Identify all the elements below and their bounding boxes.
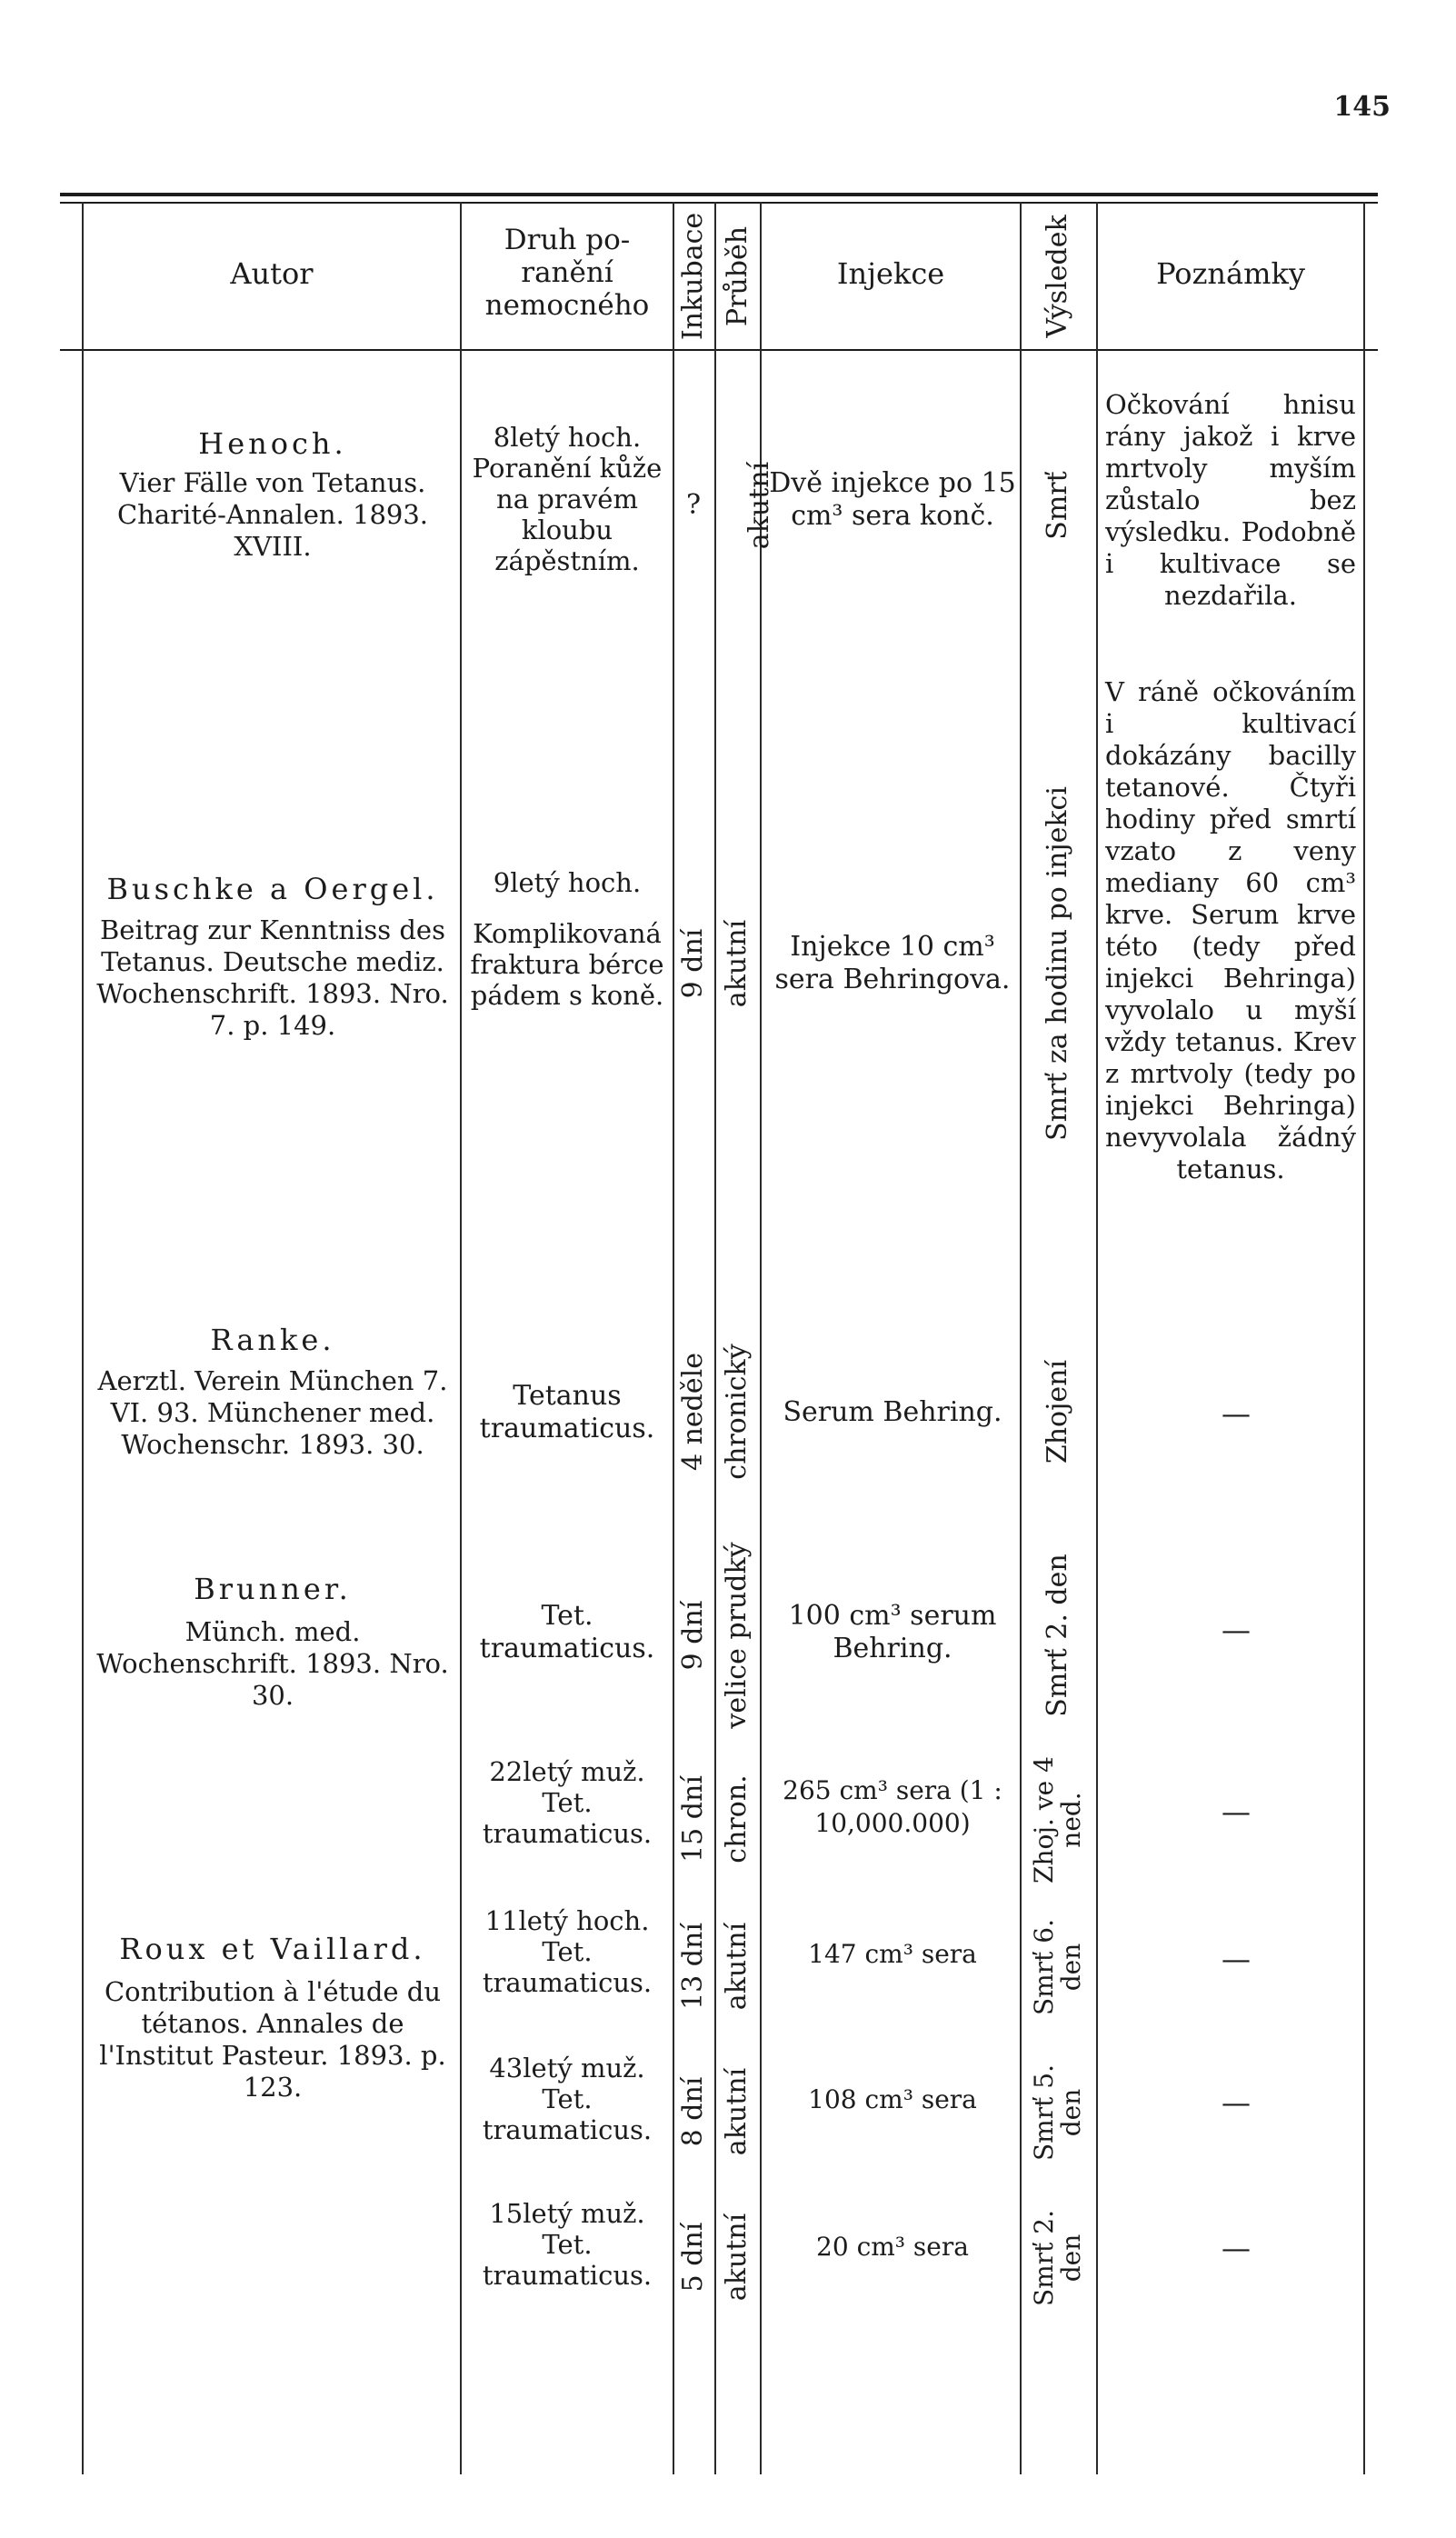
injekce-cell: 20 cm³ sera: [816, 2232, 969, 2262]
header-bottom-rule: [60, 349, 1378, 351]
header-vysledek: Výsledek: [1042, 215, 1073, 338]
header-inkubace: Inkubace: [677, 212, 709, 341]
column-line-autor: [460, 202, 462, 2474]
vysledek-cell: Smrť: [1042, 471, 1073, 540]
header-injekce: Injekce: [836, 256, 945, 291]
author-reference: Vier Fälle von Tetanus. Charité-Annalen. 1893. XVIII.: [116, 467, 429, 562]
vysledek-cell: Smrť 5. den: [1029, 2064, 1086, 2161]
poznamky-cell: —: [1222, 1794, 1251, 1829]
prubeh-cell: akutní: [721, 2067, 753, 2156]
author-cell: [91, 1933, 454, 2103]
vysledek-cell: Smrť 2. den: [1042, 1554, 1073, 1717]
inkubace-cell: 9 dní: [677, 1600, 709, 1671]
prubeh-cell: akutní: [721, 2213, 753, 2302]
poznamky-cell: —: [1222, 1396, 1251, 1431]
poznamky-cell: —: [1222, 1942, 1251, 1976]
column-line-vysledek: [1096, 202, 1098, 2474]
author-cell: [91, 1324, 454, 1461]
inkubace-cell: 15 dní: [677, 1775, 709, 1863]
inkubace-cell: 9 dní: [677, 928, 709, 999]
injekce-cell: Dvě injekce po 15 cm³ sera konč.: [769, 467, 1016, 532]
injekce-cell: 265 cm³ sera (1 : 10,000.000): [783, 1775, 1002, 1838]
inkubace-cell: ?: [685, 489, 702, 521]
author-name: Brunner.: [194, 1572, 352, 1606]
vysledek-cell: Smrť 6. den: [1029, 1919, 1086, 2015]
prubeh-cell: chron.: [721, 1774, 753, 1864]
druh-injury: Komplikovaná fraktura bérce pádem s koně.: [470, 918, 664, 1011]
injekce-cell: 100 cm³ serum Behring.: [788, 1600, 997, 1664]
druh-cell: 8letý hoch. Poranění kůže na pravém kloubu zápěstním.: [472, 422, 663, 576]
author-cell: [91, 1573, 454, 1712]
injekce-cell: 147 cm³ sera: [808, 1939, 977, 1969]
author-cell: [91, 873, 454, 1042]
inkubace-cell: 13 dní: [677, 1923, 709, 2010]
druh-cell: 22letý muž. Tet. traumaticus.: [482, 1756, 653, 1849]
column-line-left: [82, 202, 84, 2474]
poznamky-cell: —: [1222, 2085, 1251, 2120]
inkubace-cell: 8 dní: [677, 2076, 709, 2147]
prubeh-cell: velice prudký: [721, 1542, 753, 1729]
page-number: 145: [1333, 91, 1391, 123]
druh-cell: Tet. traumaticus.: [479, 1600, 655, 1664]
injekce-cell: Serum Behring.: [783, 1396, 1002, 1428]
poznamky-cell: Očkování hnisu rány jakož i krve mrtvoly myším zůstalo bez výsledku. Podobně i kultivace se nezdařila.: [1105, 389, 1356, 611]
table-top-rule: [60, 193, 1378, 196]
header-druh: Druh po- ranění nemocného: [484, 224, 650, 322]
author-reference: Münch. med. Wochenschrift. 1893. Nro. 30.: [96, 1616, 449, 1711]
prubeh-cell: chronický: [721, 1344, 753, 1480]
author-name: Roux et Vaillard.: [119, 1932, 426, 1966]
druh-patient: 9letý hoch.: [493, 867, 642, 898]
druh-cell: [465, 867, 669, 1011]
vysledek-cell: Zhoj. ve 4 ned.: [1029, 1756, 1086, 1884]
author-reference: Contribution à l'étude du tétanos. Annales de l'Institut Pasteur. 1893. p. 123.: [99, 1976, 446, 2103]
injekce-cell: 108 cm³ sera: [808, 2084, 977, 2114]
inkubace-cell: 4 neděle: [677, 1353, 709, 1472]
author-cell: [91, 427, 454, 563]
inkubace-cell: 5 dní: [677, 2222, 709, 2293]
vysledek-cell: Smrť 2. den: [1029, 2210, 1086, 2306]
prubeh-cell: akutní: [721, 1922, 753, 2011]
author-reference: Aerztl. Verein München 7. VI. 93. Münchener med. Wochenschr. 1893. 30.: [97, 1365, 448, 1460]
poznamky-cell: —: [1222, 2231, 1251, 2265]
vysledek-cell: Zhojení: [1042, 1359, 1073, 1464]
injekce-cell: Injekce 10 cm³ sera Behringova.: [774, 931, 1011, 995]
author-name: Ranke.: [210, 1323, 335, 1357]
druh-cell: 15letý muž. Tet. traumaticus.: [482, 2198, 653, 2291]
author-reference: Beitrag zur Kenntniss des Tetanus. Deutsche mediz. Wochenschrift. 1893. Nro. 7. p. 149.: [96, 914, 449, 1041]
druh-cell: 43letý muž. Tet. traumaticus.: [482, 2053, 653, 2145]
header-autor: Autor: [230, 256, 314, 291]
header-prubeh: Průběh: [722, 225, 753, 327]
prubeh-cell: akutní: [721, 919, 753, 1008]
header-poznamky: Poznámky: [1156, 256, 1305, 291]
poznamky-cell: —: [1222, 1613, 1251, 1647]
druh-cell: Tetanus traumaticus.: [479, 1380, 655, 1444]
author-name: Buschke a Oergel.: [106, 872, 439, 906]
prubeh-cell: akutní: [743, 461, 775, 550]
druh-cell: 11letý hoch. Tet. traumaticus.: [482, 1905, 653, 1998]
poznamky-cell: V ráně očkováním i kultivací dokázány bacilly tetanové. Čtyři hodiny před smrtí vzato z veny mediany 60 cm³ krve. Serum krve této (tedy před injekci Behringa) vyvolalo u myší vždy tetanus. Krev z mrtvoly (tedy po injekci Behringa) nevyvolala žádný tetanus.: [1105, 676, 1356, 1184]
author-name: Henoch.: [198, 426, 347, 461]
column-line-right: [1363, 202, 1365, 2474]
vysledek-cell: Smrť za hodinu po injekci: [1042, 786, 1073, 1141]
